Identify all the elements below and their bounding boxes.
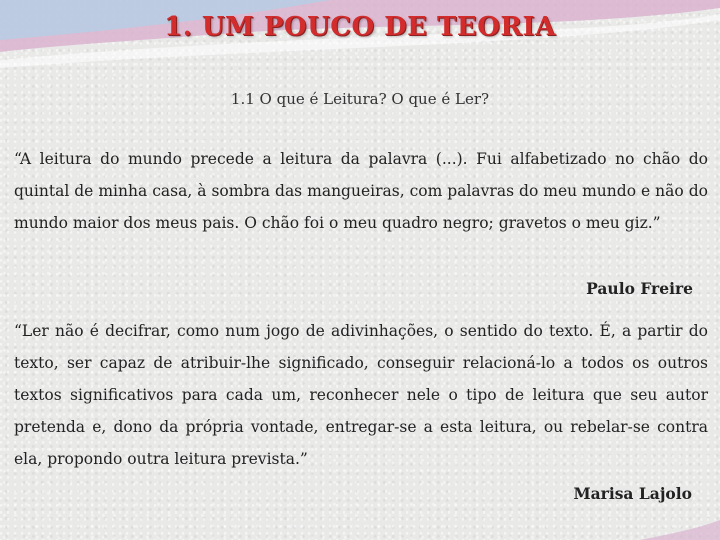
slide-subtitle: 1.1 O que é Leitura? O que é Ler? bbox=[230, 90, 490, 108]
quote-paragraph: “Ler não é decifrar, como num jogo de adivinhações, o sentido do texto. É, a partir do texto, ser capaz de atribuir-lhe significado, conseguir relacioná-lo a todos os outros textos significativos para cada um, reconhecer nele o tipo de leitura que seu autor pretenda e, dono da própria vontade, entregar-se a esta leitura, ou rebelar-se contra ela, propondo outra leitura prevista.” bbox=[14, 322, 708, 468]
quote-author: Marisa Lajolo bbox=[573, 484, 692, 503]
footer-swoosh-decoration bbox=[640, 520, 720, 540]
quote-paragraph: “A leitura do mundo precede a leitura da palavra (...). Fui alfabetizado no chão do quintal de minha casa, à sombra das mangueiras, com palavras do meu mundo e não do mundo maior dos meus pais. O chão foi o meu quadro negro; gravetos o meu giz.” bbox=[14, 150, 708, 232]
slide-title: 1. UM POUCO DE TEORIA bbox=[164, 12, 556, 42]
quote-author: Paulo Freire bbox=[586, 279, 693, 298]
